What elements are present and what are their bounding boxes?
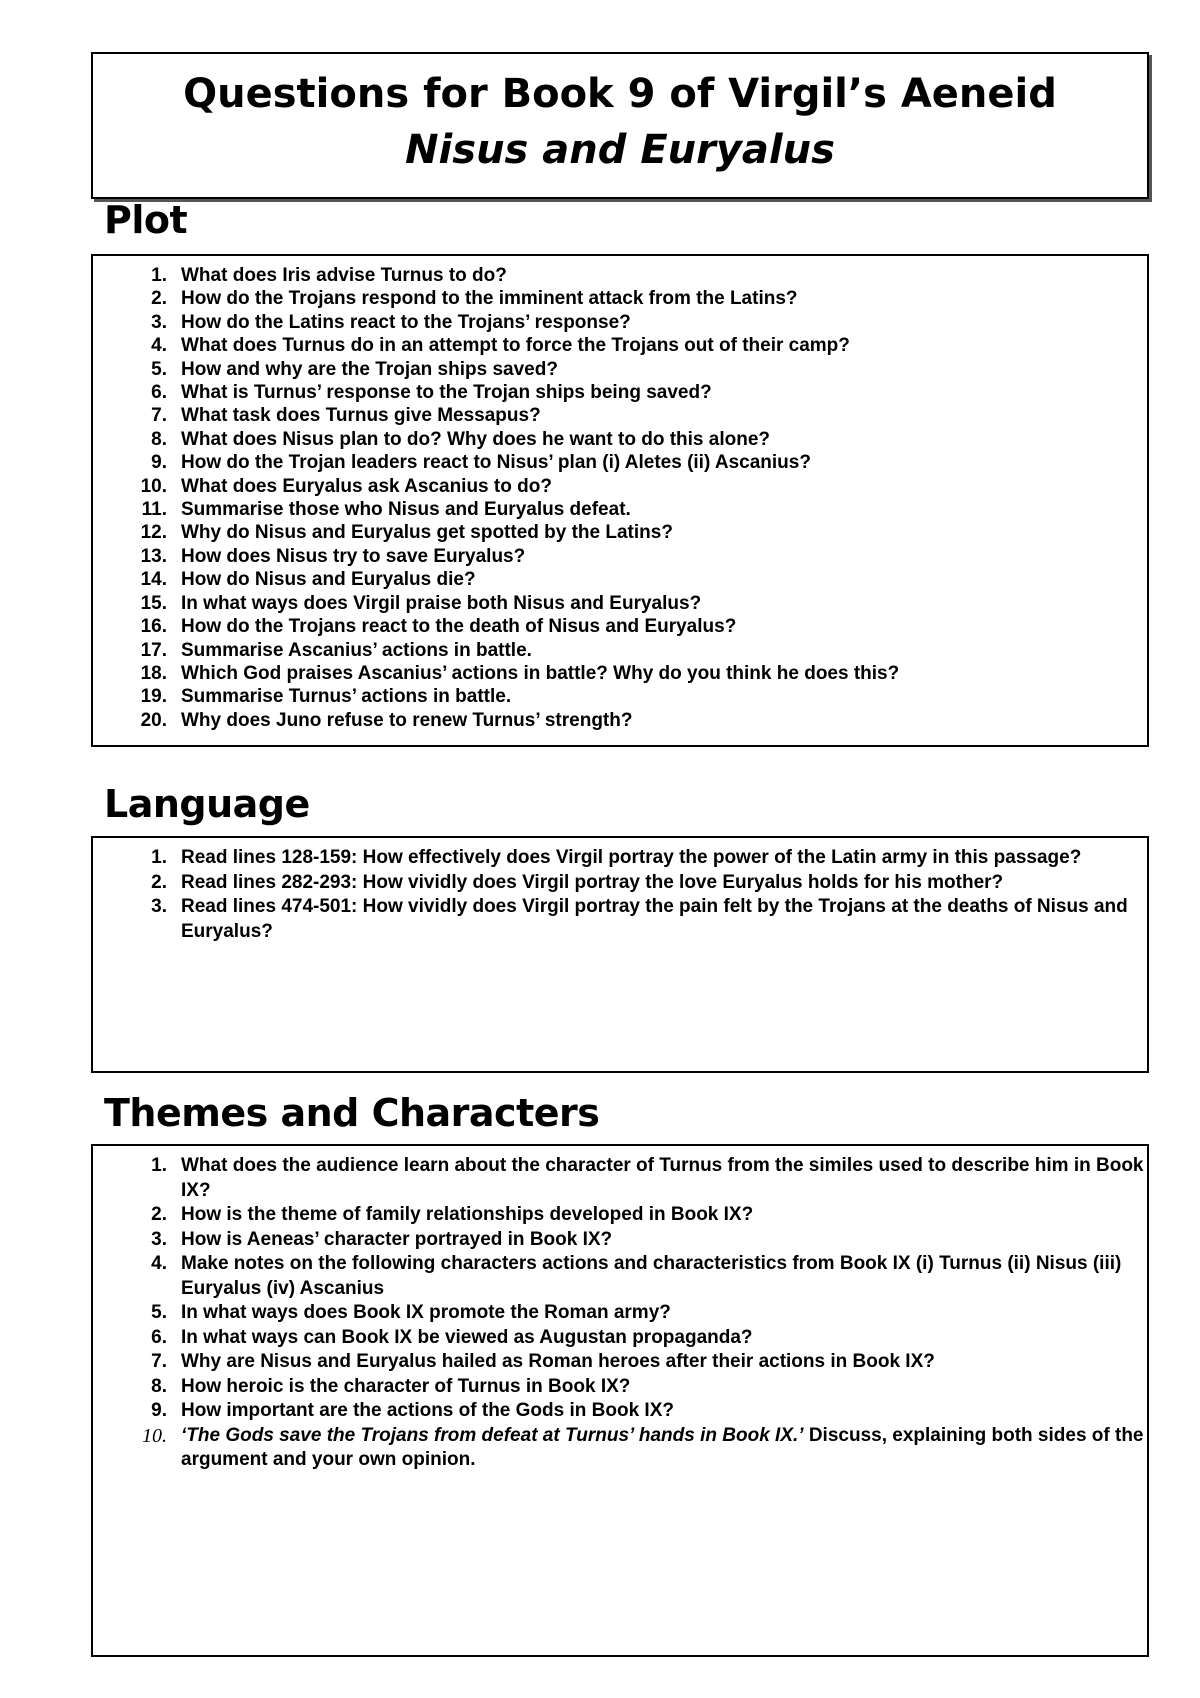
language-questions-box (91, 836, 1149, 1073)
question-text: How important are the actions of the Gods in Book IX? (181, 1400, 674, 1421)
question-text: Summarise Ascanius’ actions in battle. (181, 639, 532, 661)
question-number: 2. (151, 288, 167, 310)
question-number: 9. (151, 452, 167, 474)
themes-question-item (93, 1375, 1147, 1400)
question-text: How heroic is the character of Turnus in Book IX? (181, 1375, 631, 1397)
language-question-item (93, 871, 1147, 896)
question-number: 2. (151, 871, 167, 893)
question-number: 11. (141, 499, 167, 521)
question-text: How do the Latins react to the Trojans’ response? (181, 311, 631, 333)
question-number: 14. (140, 569, 167, 591)
question-text: Which God praises Ascanius’ actions in battle? Why do you think he does this? (181, 662, 900, 684)
question-number: 6. (151, 1326, 167, 1348)
question-number: 9. (151, 1400, 167, 1421)
language-question-list (93, 846, 1147, 944)
question-text: In what ways does Virgil praise both Nisus and Euryalus? (181, 592, 702, 614)
question-number: 5. (151, 358, 167, 380)
question-text: How do the Trojans respond to the imminent attack from the Latins? (181, 288, 798, 310)
question-text: How do Nisus and Euryalus die? (181, 569, 476, 591)
plot-question-item (93, 709, 1147, 732)
question-number: 4. (151, 1253, 167, 1274)
question-text: Read lines 474-501: How vividly does Virgil portray the pain felt by the Trojans at the deaths of Nisus and Euryalus? (181, 896, 1128, 942)
themes-question-item (93, 1326, 1147, 1351)
question-number: 1. (151, 1155, 167, 1176)
question-number: 10. (140, 475, 167, 497)
question-number: 10. (142, 1424, 167, 1447)
question-number: 15. (140, 592, 167, 614)
plot-question-item (93, 592, 1147, 615)
question-number: 5. (151, 1302, 167, 1323)
plot-question-item (93, 662, 1147, 685)
question-text: In what ways does Book IX promote the Roman army? (181, 1302, 671, 1323)
question-text: Why do Nisus and Euryalus get spotted by the Latins? (181, 522, 673, 544)
question-text: How and why are the Trojan ships saved? (181, 358, 558, 380)
question-text: How does Nisus try to save Euryalus? (181, 545, 526, 567)
question-number: 17. (140, 639, 167, 661)
themes-question-item (93, 1252, 1147, 1301)
question-number: 7. (151, 1351, 167, 1372)
plot-question-item (93, 451, 1147, 474)
question-text: How is Aeneas’ character portrayed in Book IX? (181, 1228, 613, 1250)
plot-question-item (93, 568, 1147, 591)
plot-question-item (93, 639, 1147, 662)
plot-question-item (93, 358, 1147, 381)
themes-question-list (93, 1154, 1147, 1473)
plot-question-item (93, 287, 1147, 310)
question-number: 12. (140, 522, 167, 544)
essay-instruction: Discuss, explaining both sides of the argument and your own opinion. (181, 1424, 1144, 1470)
language-question-item (93, 846, 1147, 871)
language-question-item (93, 895, 1147, 944)
plot-question-item (93, 615, 1147, 638)
themes-question-item (93, 1228, 1147, 1253)
question-number: 13. (140, 545, 167, 567)
question-text: What does Nisus plan to do? Why does he want to do this alone? (181, 428, 771, 450)
plot-question-item (93, 334, 1147, 357)
plot-question-list (93, 264, 1147, 732)
question-number: 1. (151, 847, 167, 868)
plot-question-item (93, 498, 1147, 521)
plot-question-item (93, 545, 1147, 568)
question-text: How do the Trojan leaders react to Nisus’ plan (i) Aletes (ii) Ascanius? (181, 452, 811, 474)
question-text: Summarise Turnus’ actions in battle. (181, 686, 512, 708)
question-text: What does Euryalus ask Ascanius to do? (181, 475, 552, 497)
question-number: 3. (151, 1228, 167, 1250)
question-number: 8. (151, 1375, 167, 1397)
plot-question-item (93, 381, 1147, 404)
themes-question-item (93, 1301, 1147, 1326)
question-number: 18. (140, 662, 167, 684)
question-text: Why are Nisus and Euryalus hailed as Roman heroes after their actions in Book IX? (181, 1351, 935, 1372)
themes-question-item (93, 1399, 1147, 1424)
question-number: 19. (140, 686, 167, 708)
page-title: Questions for Book 9 of Virgil’s Aeneid (183, 71, 1057, 117)
question-number: 3. (151, 311, 167, 333)
plot-question-item (93, 475, 1147, 498)
question-number: 6. (151, 382, 167, 404)
question-text: What does Iris advise Turnus to do? (181, 265, 507, 286)
plot-question-item (93, 264, 1147, 287)
themes-question-item (93, 1203, 1147, 1228)
question-text: What task does Turnus give Messapus? (181, 405, 541, 427)
question-number: 16. (140, 616, 167, 638)
question-text: Make notes on the following characters actions and characteristics from Book IX (i) Turnus (ii) Nisus (iii) Euryalus (iv) Ascanius (181, 1253, 1122, 1299)
essay-quote: ‘The Gods save the Trojans from defeat at Turnus’ hands in Book IX.’ (181, 1424, 804, 1446)
themes-questions-box (91, 1144, 1149, 1657)
language-heading: Language (104, 782, 310, 826)
question-text: What is Turnus’ response to the Trojan ships being saved? (181, 382, 712, 404)
themes-question-item (93, 1350, 1147, 1375)
question-text: Read lines 128-159: How effectively does Virgil portray the power of the Latin army in this passage? (181, 847, 1082, 868)
page-subtitle: Nisus and Euryalus (405, 127, 835, 173)
question-text: What does Turnus do in an attempt to force the Trojans out of their camp? (181, 335, 850, 357)
question-number: 7. (151, 405, 167, 427)
question-text: How do the Trojans react to the death of Nisus and Euryalus? (181, 616, 737, 638)
title-box (91, 52, 1149, 199)
plot-heading: Plot (104, 198, 188, 242)
themes-question-item (93, 1424, 1147, 1473)
plot-questions-box (91, 254, 1149, 747)
question-text: What does the audience learn about the character of Turnus from the similes used to describe him in Book IX? (181, 1155, 1144, 1201)
question-number: 2. (151, 1204, 167, 1225)
question-number: 8. (151, 428, 167, 450)
question-text: In what ways can Book IX be viewed as Augustan propaganda? (181, 1326, 753, 1348)
plot-question-item (93, 685, 1147, 708)
themes-heading: Themes and Characters (104, 1091, 600, 1135)
plot-question-item (93, 521, 1147, 544)
question-number: 3. (151, 896, 167, 917)
plot-question-item (93, 428, 1147, 451)
question-text: Why does Juno refuse to renew Turnus’ strength? (181, 709, 633, 731)
plot-question-item (93, 404, 1147, 427)
question-number: 20. (140, 709, 167, 731)
question-text: How is the theme of family relationships developed in Book IX? (181, 1204, 754, 1225)
themes-question-item (93, 1154, 1147, 1203)
question-number: 4. (151, 335, 167, 357)
question-text: Summarise those who Nisus and Euryalus defeat. (181, 499, 631, 521)
question-text: Read lines 282-293: How vividly does Virgil portray the love Euryalus holds for his mother? (181, 871, 1004, 893)
question-number: 1. (151, 265, 167, 286)
plot-question-item (93, 311, 1147, 334)
